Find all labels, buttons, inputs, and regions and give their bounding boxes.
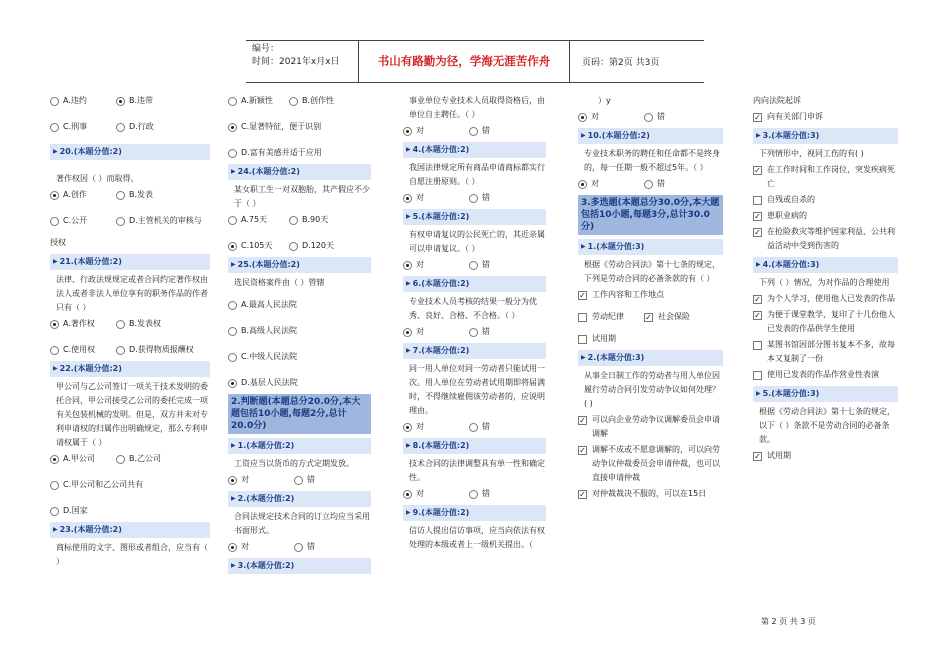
option-label: 错 <box>657 179 665 188</box>
option-label: A.75天 <box>241 215 268 224</box>
question-header <box>228 164 371 180</box>
option-label: B.发表权 <box>129 319 162 328</box>
radio-a[interactable] <box>50 455 59 464</box>
checkbox-row <box>753 338 898 366</box>
question-header <box>50 522 210 538</box>
question-text: 合同法规定技术合同的订立均应当采用书面形式。 <box>234 512 370 535</box>
triangle-icon: ▶ <box>231 261 236 268</box>
option-row <box>228 376 371 390</box>
radio-false[interactable] <box>294 543 303 552</box>
option-label: B.发表 <box>129 190 154 199</box>
radio-d[interactable] <box>116 346 125 355</box>
option-label: A.最高人民法院 <box>241 300 297 309</box>
option-label: C.甲公司和乙公司共有 <box>63 480 144 489</box>
checkbox-row <box>578 443 723 485</box>
option-label: D.获得物质报酬权 <box>129 345 194 354</box>
radio-true[interactable] <box>578 113 587 122</box>
column-5 <box>753 92 898 465</box>
option-label: 错 <box>307 475 315 484</box>
header-motto: 书山有路勤为径，学海无涯苦作舟 <box>358 41 570 82</box>
radio-d[interactable] <box>116 123 125 132</box>
option-label: 错 <box>482 260 490 269</box>
option-continuation: 授权 <box>50 238 66 247</box>
question-header-label: 24.(本题分值:2) <box>237 167 300 176</box>
question-header-label: 1.(本题分值:2) <box>237 441 295 450</box>
radio-true[interactable] <box>403 423 412 432</box>
question-header <box>578 128 723 144</box>
option-row <box>228 540 371 554</box>
option-label: B.违带 <box>129 96 154 105</box>
option-label: 对 <box>241 475 249 484</box>
checkbox-a[interactable]: ✓ <box>579 290 586 300</box>
question-header <box>403 505 546 521</box>
header-meta <box>252 43 340 69</box>
column-2 <box>228 92 371 577</box>
option-row <box>403 191 546 205</box>
option-row <box>50 478 210 492</box>
option-row <box>228 146 371 160</box>
radio-a[interactable] <box>228 216 237 225</box>
question-header-label: 22.(本题分值:2) <box>59 364 122 373</box>
checkbox-a[interactable]: ✓ <box>754 166 761 175</box>
option-label: 在工作时间和工作岗位，突发疾病死亡 <box>767 165 895 188</box>
option-row <box>403 124 546 138</box>
radio-b[interactable] <box>116 320 125 329</box>
option-label: B.创作性 <box>302 96 335 105</box>
radio-a[interactable] <box>50 191 59 200</box>
radio-c[interactable] <box>50 346 59 355</box>
option-row <box>578 177 723 191</box>
checkbox-d[interactable]: ✓ <box>754 228 761 237</box>
option-label: 向有关部门申诉 <box>767 112 823 121</box>
question-header <box>753 386 898 402</box>
option-label: 调解不成或不愿意调解的，可以向劳动争议仲裁委员会申请仲裁，也可以直接申请仲裁 <box>592 445 720 482</box>
checkbox-b[interactable]: ✓ <box>579 446 586 455</box>
question-text: 某女职工生一对双胞胎，其产假应不少于（ ） <box>234 185 370 208</box>
triangle-icon: ▶ <box>53 148 58 155</box>
radio-c[interactable] <box>50 123 59 132</box>
radio-d[interactable] <box>289 242 298 251</box>
question-header-label: 5.(本题分值:2) <box>412 212 470 221</box>
id-label: 编号： <box>252 44 280 54</box>
triangle-icon: ▶ <box>581 243 586 250</box>
triangle-icon: ▶ <box>406 146 411 153</box>
triangle-icon: ▶ <box>231 495 236 502</box>
question-text: 选民资格案件由（ ）管辖 <box>234 278 325 287</box>
section-header-true-false: 2.判断题(本题总分20.0分,本大题包括10小题,每题2分,总计20.0分) <box>228 394 371 434</box>
radio-true[interactable] <box>403 127 412 136</box>
option-label: B.乙公司 <box>129 454 162 463</box>
option-label: A.著作权 <box>63 319 95 328</box>
checkbox-row <box>753 209 898 223</box>
option-row <box>50 120 210 134</box>
radio-a[interactable] <box>228 97 237 106</box>
option-label: 错 <box>482 126 490 135</box>
option-label: C.刑事 <box>63 122 88 131</box>
option-label: 对 <box>416 260 424 269</box>
option-label: 错 <box>307 542 315 551</box>
option-label: D.基层人民法院 <box>241 378 298 387</box>
triangle-icon: ▶ <box>231 562 236 569</box>
option-continuation: 内向法院起诉 <box>753 96 801 105</box>
question-header <box>50 361 210 377</box>
option-row <box>50 188 210 202</box>
question-header <box>403 343 546 359</box>
question-header <box>403 438 546 454</box>
option-label: A.违约 <box>63 96 87 105</box>
question-text: 技术合同的法律调整具有单一性和确定性。 <box>409 459 545 482</box>
question-header <box>228 257 371 273</box>
option-row <box>50 343 210 357</box>
option-label: C.显著特征，便于识别 <box>241 122 322 131</box>
option-label: C.使用权 <box>63 345 96 354</box>
option-row <box>228 94 371 108</box>
option-label: C.中级人民法院 <box>241 352 298 361</box>
option-row <box>228 213 371 227</box>
question-header <box>228 558 371 574</box>
radio-true[interactable] <box>578 180 587 189</box>
radio-false[interactable] <box>469 261 478 270</box>
checkbox-row <box>578 310 723 324</box>
checkbox-row <box>753 449 898 463</box>
radio-true[interactable] <box>403 261 412 270</box>
question-text: 著作权因（ ）而取得。 <box>56 174 139 183</box>
option-label: 自残或自杀的 <box>767 195 815 204</box>
checkbox-b[interactable] <box>753 196 762 205</box>
option-label: 为个人学习，使用他人已发表的作品 <box>767 294 895 303</box>
header-page-label: 页码：第2页 共3页 <box>582 58 660 68</box>
option-label: 试用期 <box>767 451 791 460</box>
radio-true[interactable] <box>228 476 237 485</box>
checkbox-row <box>578 288 723 302</box>
column-1 <box>50 92 210 571</box>
question-header-label: 21.(本题分值:2) <box>59 257 122 266</box>
checkbox-row <box>753 110 898 124</box>
checkbox-d[interactable] <box>578 335 587 344</box>
question-header-label: 5.(本题分值:3) <box>762 389 820 398</box>
option-label: 社会保险 <box>658 312 690 321</box>
question-header <box>228 491 371 507</box>
option-label: 可以向企业劳动争议调解委员会申请调解 <box>592 415 720 438</box>
radio-false[interactable] <box>644 180 653 189</box>
option-row <box>50 452 210 466</box>
option-label: 对 <box>416 327 424 336</box>
question-header-label: 7.(本题分值:2) <box>412 346 470 355</box>
triangle-icon: ▶ <box>756 261 761 268</box>
option-row <box>578 110 723 124</box>
triangle-icon: ▶ <box>53 526 58 533</box>
checkbox-b[interactable] <box>578 313 587 322</box>
option-label: 工作内容和工作地点 <box>592 290 664 299</box>
triangle-icon: ▶ <box>406 442 411 449</box>
option-label: 为便于课堂教学，复印了十几份他人已发表的作品供学生使用 <box>767 310 895 333</box>
question-header-label: 3.(本题分值:3) <box>762 131 820 140</box>
radio-b[interactable] <box>116 97 125 106</box>
triangle-icon: ▶ <box>581 132 586 139</box>
question-header <box>578 239 723 255</box>
question-text: 商标使用的文字、图形或者组合，应当有（ ） <box>56 543 208 566</box>
question-text: 有权申请复议的公民死亡的，其近亲属可以申请复议。（ ） <box>409 230 545 253</box>
question-header <box>403 276 546 292</box>
radio-b[interactable] <box>116 455 125 464</box>
option-row <box>50 214 210 228</box>
question-header <box>50 254 210 270</box>
question-header-label: 10.(本题分值:2) <box>587 131 650 140</box>
option-row <box>228 298 371 312</box>
question-header-label: 23.(本题分值:2) <box>59 525 122 534</box>
column-4 <box>578 92 723 503</box>
checkbox-row <box>578 487 723 501</box>
section-header-multiple-choice: 3.多选题(本题总分30.0分,本大题包括10小题,每题3分,总计30.0分) <box>578 195 723 235</box>
column-3 <box>403 92 546 554</box>
option-label: 错 <box>482 489 490 498</box>
question-header-label: 4.(本题分值:3) <box>762 260 820 269</box>
radio-b[interactable] <box>116 191 125 200</box>
option-label: 对 <box>416 126 424 135</box>
option-label: 错 <box>482 327 490 336</box>
option-row <box>403 487 546 501</box>
radio-a[interactable] <box>50 97 59 106</box>
option-row <box>50 94 210 108</box>
question-header <box>753 128 898 144</box>
checkbox-b[interactable]: ✓ <box>754 311 761 320</box>
radio-a[interactable] <box>228 301 237 310</box>
radio-false[interactable] <box>469 328 478 337</box>
option-label: B.高级人民法院 <box>241 326 298 335</box>
option-label: 对 <box>591 112 599 121</box>
question-header-label: 8.(本题分值:2) <box>412 441 470 450</box>
option-label: 对 <box>416 489 424 498</box>
question-text: 下列情形中，视同工伤的有( ) <box>759 149 864 158</box>
radio-d[interactable] <box>50 507 59 516</box>
checkbox-c[interactable]: ✓ <box>645 312 652 322</box>
triangle-icon: ▶ <box>231 442 236 449</box>
radio-d[interactable] <box>228 379 237 388</box>
question-text: 事业单位专业技术人员取得资格后，由单位自主聘任。（ ） <box>409 96 545 119</box>
question-text: 法律、行政法规规定或者合同约定著作权由法人或者非法人单位享有的职务作品的作者只有（ ） <box>56 275 208 312</box>
option-label: 对 <box>416 422 424 431</box>
question-header <box>403 209 546 225</box>
triangle-icon: ▶ <box>756 390 761 397</box>
checkbox-row <box>753 308 898 336</box>
question-text: 专业技术人员考核的结果一般分为优秀、良好、合格、不合格。（ ） <box>409 297 537 320</box>
checkbox-a[interactable]: ✓ <box>754 451 761 461</box>
question-text: 下列（ ）情况，为对作品的合理使用 <box>759 278 890 287</box>
radio-c[interactable] <box>228 353 237 362</box>
option-label: 某图书馆因部分图书复本不多，故每本又复制了一份 <box>767 340 895 363</box>
question-header-label: 3.(本题分值:2) <box>237 561 295 570</box>
radio-d[interactable] <box>228 149 237 158</box>
option-label: 错 <box>482 422 490 431</box>
radio-b[interactable] <box>228 327 237 336</box>
question-header-label: 20.(本题分值:2) <box>59 147 122 156</box>
checkbox-row <box>753 193 898 207</box>
question-text: 根据《劳动合同法》第十七条的规定，下列是劳动合同的必备条款的有（ ） <box>584 260 720 283</box>
radio-b[interactable] <box>289 97 298 106</box>
radio-c[interactable] <box>50 481 59 490</box>
checkbox-row <box>753 292 898 306</box>
triangle-icon: ▶ <box>53 365 58 372</box>
question-header-label: 2.(本题分值:2) <box>237 494 295 503</box>
triangle-icon: ▶ <box>406 280 411 287</box>
radio-c[interactable] <box>50 217 59 226</box>
option-label: 劳动纪律 <box>592 312 624 321</box>
checkbox-row <box>753 163 898 191</box>
radio-false[interactable] <box>469 423 478 432</box>
option-row <box>403 420 546 434</box>
option-label: A.新颖性 <box>241 96 273 105</box>
checkbox-row <box>753 225 898 253</box>
option-row <box>50 317 210 331</box>
question-text: 信访人提出信访事项，应当向依法有权处理的本级或者上一级机关提出。（ <box>409 526 545 549</box>
option-label: B.90天 <box>302 215 329 224</box>
radio-b[interactable] <box>289 216 298 225</box>
option-row <box>228 350 371 364</box>
question-header <box>403 142 546 158</box>
option-row <box>50 504 210 518</box>
question-header <box>578 350 723 366</box>
question-header <box>50 144 210 160</box>
question-text: 根据《劳动合同法》第十七条的规定，以下（ ）条款不是劳动合同的必备条款。 <box>759 407 895 444</box>
option-row <box>228 473 371 487</box>
checkbox-a[interactable]: ✓ <box>579 416 586 425</box>
checkbox-d[interactable]: ✓ <box>754 112 761 122</box>
option-label: 对 <box>591 179 599 188</box>
triangle-icon: ▶ <box>406 509 411 516</box>
triangle-icon: ▶ <box>231 168 236 175</box>
question-header-label: 6.(本题分值:2) <box>412 279 470 288</box>
option-label: D.富有美感并适于应用 <box>241 148 322 157</box>
radio-true[interactable] <box>228 543 237 552</box>
option-label: 使用已发表的作品作营业性表演 <box>767 370 879 379</box>
triangle-icon: ▶ <box>406 213 411 220</box>
option-label: 对仲裁裁决不服的，可以在15日 <box>592 489 707 498</box>
question-text: 从事全日制工作的劳动者与用人单位因履行劳动合同引发劳动争议如何处理？( ) <box>584 371 720 408</box>
question-text: 工资应当以货币的方式定期发放。 <box>234 459 354 468</box>
option-label: 对 <box>416 193 424 202</box>
checkbox-c[interactable]: ✓ <box>754 211 761 221</box>
option-label: 错 <box>657 112 665 121</box>
question-text: 专业技术职务的聘任和任命都不是终身的，每一任期一般不超过5年。（ ） <box>584 149 720 172</box>
option-label: D.120天 <box>302 241 334 250</box>
radio-false[interactable] <box>469 194 478 203</box>
checkbox-row <box>578 332 723 346</box>
question-text: 甲公司与乙公司签订一项关于技术发明的委托合同，甲公司接受乙公司的委托完成一项有关包装机械的发明。但是，双方并未对专利申请权的归属作出明确规定，那么专利申请权属于（ ） <box>56 382 208 447</box>
option-label: 试用期 <box>592 334 616 343</box>
triangle-icon: ▶ <box>756 132 761 139</box>
option-label: C.公开 <box>63 216 88 225</box>
question-text: 我国法律规定所有商品申请商标都实行自愿注册原则。（ ） <box>409 163 545 186</box>
radio-true[interactable] <box>403 194 412 203</box>
checkbox-c[interactable] <box>753 341 762 350</box>
question-header-label: 9.(本题分值:2) <box>412 508 470 517</box>
radio-false[interactable] <box>469 490 478 499</box>
question-header <box>753 257 898 273</box>
option-label: 错 <box>482 193 490 202</box>
option-label: D.行政 <box>129 122 154 131</box>
radio-false[interactable] <box>469 127 478 136</box>
radio-true[interactable] <box>403 328 412 337</box>
option-label: C.105天 <box>241 241 273 250</box>
question-text: 同一用人单位对同一劳动者只能试用一次。用人单位在劳动者试用期即将届满时，不得继续雇佣该劳动者的，应说明理由。 <box>409 364 545 415</box>
radio-false[interactable] <box>294 476 303 485</box>
question-header-label: 1.(本题分值:3) <box>587 242 645 251</box>
radio-true[interactable] <box>403 490 412 499</box>
option-row <box>403 325 546 339</box>
option-label: A.创作 <box>63 190 87 199</box>
radio-a[interactable] <box>50 320 59 329</box>
option-label: 对 <box>241 542 249 551</box>
checkbox-row <box>578 413 723 441</box>
option-label: 患职业病的 <box>767 211 807 220</box>
option-row <box>228 324 371 338</box>
question-text-continuation: ）y <box>598 96 611 105</box>
option-row <box>228 239 371 253</box>
page-footer: 第 2 页 共 3 页 <box>761 617 816 626</box>
option-label: D.主管机关的审核与 <box>129 216 202 225</box>
option-label: D.国家 <box>63 506 88 515</box>
radio-c[interactable] <box>228 242 237 251</box>
radio-false[interactable] <box>644 113 653 122</box>
question-header-label: 4.(本题分值:2) <box>412 145 470 154</box>
question-header-label: 2.(本题分值:3) <box>587 353 645 362</box>
checkbox-c[interactable]: ✓ <box>579 490 586 499</box>
checkbox-d[interactable] <box>753 371 762 380</box>
triangle-icon: ▶ <box>581 354 586 361</box>
option-row <box>228 120 371 134</box>
option-row <box>403 258 546 272</box>
checkbox-row <box>753 368 898 382</box>
question-header <box>228 438 371 454</box>
option-label: A.甲公司 <box>63 454 95 463</box>
page-header <box>246 40 704 83</box>
triangle-icon: ▶ <box>53 258 58 265</box>
triangle-icon: ▶ <box>406 347 411 354</box>
radio-c[interactable] <box>228 123 237 132</box>
option-label: 在抢险救灾等维护国家利益、公共利益活动中受到伤害的 <box>767 227 895 250</box>
question-header-label: 25.(本题分值:2) <box>237 260 300 269</box>
radio-d[interactable] <box>116 217 125 226</box>
checkbox-a[interactable]: ✓ <box>754 295 761 304</box>
time-label: 时间：2021年x月x日 <box>252 57 340 67</box>
